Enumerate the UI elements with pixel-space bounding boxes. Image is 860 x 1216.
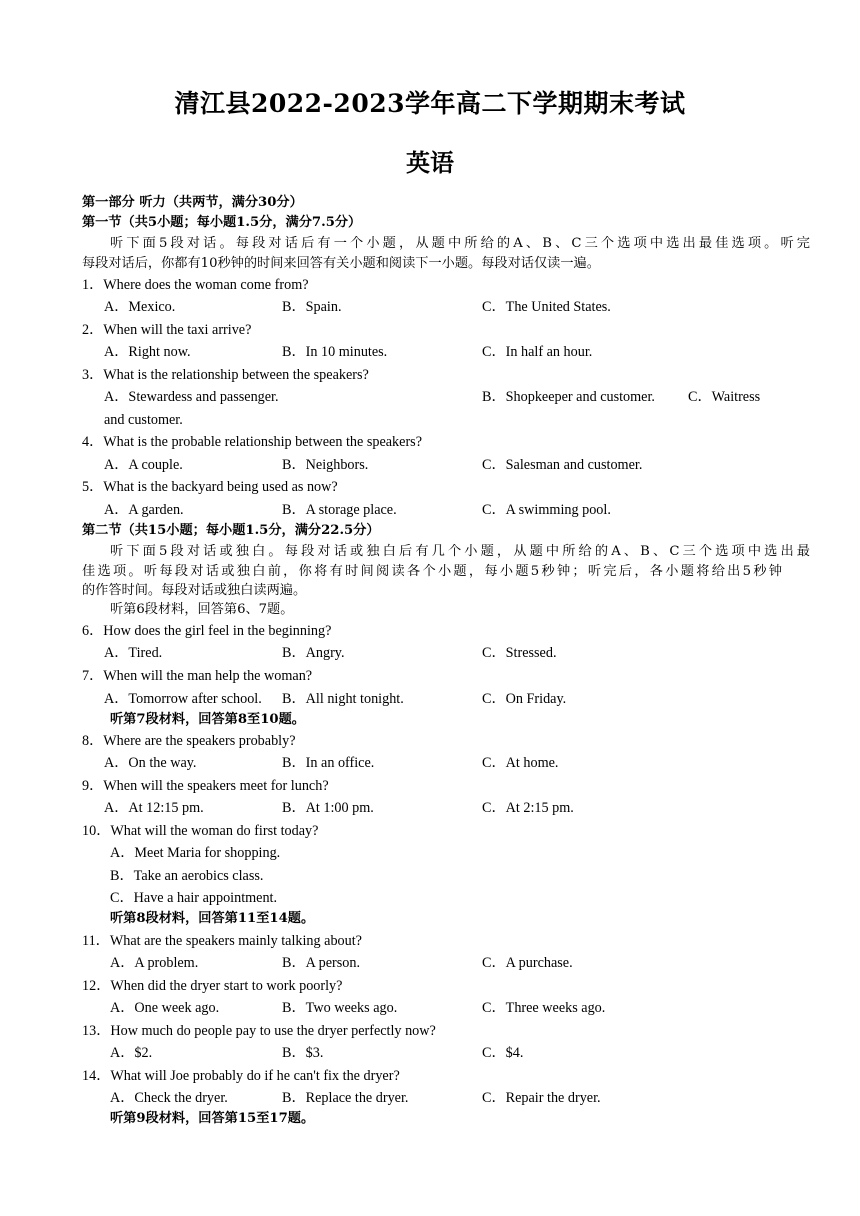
q3-option-a: A．Stewardess and passenger. xyxy=(104,389,279,405)
q9-option-a: A．At 12:15 pm. xyxy=(104,800,204,816)
q9-option-b: B．At 1:00 pm. xyxy=(282,800,374,816)
q2-option-c: C．In half an hour. xyxy=(482,344,593,360)
question-9: 9．When will the speakers meet for lunch? xyxy=(82,778,329,794)
q13-option-b: B．$3. xyxy=(282,1045,324,1061)
q13-option-c: C．$4. xyxy=(482,1045,524,1061)
section2-instruction-line3: 的作答时间。每段对话或独白读两遍。 xyxy=(82,583,307,598)
exam-title: 清江县2022-2023学年高二下学期期末考试 xyxy=(174,89,686,118)
q1-option-b: B．Spain. xyxy=(282,299,342,315)
q3-option-c-continued: and customer. xyxy=(104,412,183,428)
q8-option-b: B．In an office. xyxy=(282,755,375,771)
q12-option-c: C．Three weeks ago. xyxy=(482,1000,606,1016)
material-8-heading: 听第8段材料，回答第11至14题。 xyxy=(110,911,315,926)
q4-option-c: C．Salesman and customer. xyxy=(482,457,643,473)
section1-instruction-line1: 听下面5段对话。每段对话后有一个小题，从题中所给的A、B、C三个选项中选出最佳选项。听完 xyxy=(110,236,810,251)
q3-option-b: B．Shopkeeper and customer. xyxy=(482,389,655,405)
question-12: 12．When did the dryer start to work poorly? xyxy=(82,978,343,994)
material-7-heading: 听第7段材料，回答第8至10题。 xyxy=(110,712,305,727)
question-10: 10．What will the woman do first today? xyxy=(82,823,319,839)
q9-option-c: C．At 2:15 pm. xyxy=(482,800,574,816)
q6-option-c: C．Stressed. xyxy=(482,645,557,661)
q11-option-b: B．A person. xyxy=(282,955,361,971)
question-13: 13．How much do people pay to use the dryer perfectly now? xyxy=(82,1023,436,1039)
question-1: 1．Where does the woman come from? xyxy=(82,277,309,293)
section1-instruction-line2: 每段对话后，你都有10秒钟的时间来回答有关小题和阅读下一小题。每段对话仅读一遍。 xyxy=(82,256,600,271)
part1-header: 第一部分 听力（共两节，满分30分） xyxy=(82,195,303,210)
question-14: 14．What will Joe probably do if he can't fix the dryer? xyxy=(82,1068,400,1084)
subject-title: 英语 xyxy=(406,148,454,177)
q2-option-b: B．In 10 minutes. xyxy=(282,344,388,360)
q3-option-c: C．Waitress xyxy=(688,389,761,405)
section2-header: 第二节（共15小题；每小题1.5分，满分22.5分） xyxy=(82,523,380,538)
q11-option-c: C．A purchase. xyxy=(482,955,573,971)
q10-option-a: A．Meet Maria for shopping. xyxy=(110,845,281,861)
q8-option-c: C．At home. xyxy=(482,755,559,771)
q7-option-c: C．On Friday. xyxy=(482,691,567,707)
question-2: 2．When will the taxi arrive? xyxy=(82,322,252,338)
q11-option-a: A．A problem. xyxy=(110,955,199,971)
q6-option-a: A．Tired. xyxy=(104,645,163,661)
q5-option-c: C．A swimming pool. xyxy=(482,502,611,518)
question-3: 3．What is the relationship between the speakers? xyxy=(82,367,369,383)
q10-option-b: B．Take an aerobics class. xyxy=(110,868,264,884)
question-5: 5．What is the backyard being used as now? xyxy=(82,479,338,495)
section1-header: 第一节（共5小题；每小题1.5分，满分7.5分） xyxy=(82,215,362,230)
question-6: 6．How does the girl feel in the beginning? xyxy=(82,623,332,639)
question-4: 4．What is the probable relationship between the speakers? xyxy=(82,434,422,450)
q7-option-b: B．All night tonight. xyxy=(282,691,404,707)
material-6-heading: 听第6段材料，回答第6、7题。 xyxy=(110,602,294,617)
q5-option-a: A．A garden. xyxy=(104,502,184,518)
q7-option-a: A．Tomorrow after school. xyxy=(104,691,262,707)
q8-option-a: A．On the way. xyxy=(104,755,197,771)
section2-instruction-line2: 佳选项。听每段对话或独白前，你将有时间阅读各个小题，每小题5秒钟；听完后，各小题将给出5秒钟 xyxy=(82,564,782,579)
q12-option-b: B．Two weeks ago. xyxy=(282,1000,398,1016)
material-9-heading: 听第9段材料，回答第15至17题。 xyxy=(110,1111,315,1126)
q14-option-a: A．Check the dryer. xyxy=(110,1090,228,1106)
q5-option-b: B．A storage place. xyxy=(282,502,397,518)
q10-option-c: C．Have a hair appointment. xyxy=(110,890,278,906)
question-7: 7．When will the man help the woman? xyxy=(82,668,313,684)
q1-option-a: A．Mexico. xyxy=(104,299,176,315)
q14-option-c: C．Repair the dryer. xyxy=(482,1090,601,1106)
q2-option-a: A．Right now. xyxy=(104,344,191,360)
q4-option-b: B．Neighbors. xyxy=(282,457,369,473)
question-11: 11．What are the speakers mainly talking about? xyxy=(82,933,362,949)
q6-option-b: B．Angry. xyxy=(282,645,345,661)
q13-option-a: A．$2. xyxy=(110,1045,153,1061)
q4-option-a: A．A couple. xyxy=(104,457,183,473)
q12-option-a: A．One week ago. xyxy=(110,1000,220,1016)
section2-instruction-line1: 听下面5段对话或独白。每段对话或独白后有几个小题，从题中所给的A、B、C三个选项中选出最 xyxy=(110,544,810,559)
q1-option-c: C．The United States. xyxy=(482,299,611,315)
question-8: 8．Where are the speakers probably? xyxy=(82,733,296,749)
q14-option-b: B．Replace the dryer. xyxy=(282,1090,409,1106)
